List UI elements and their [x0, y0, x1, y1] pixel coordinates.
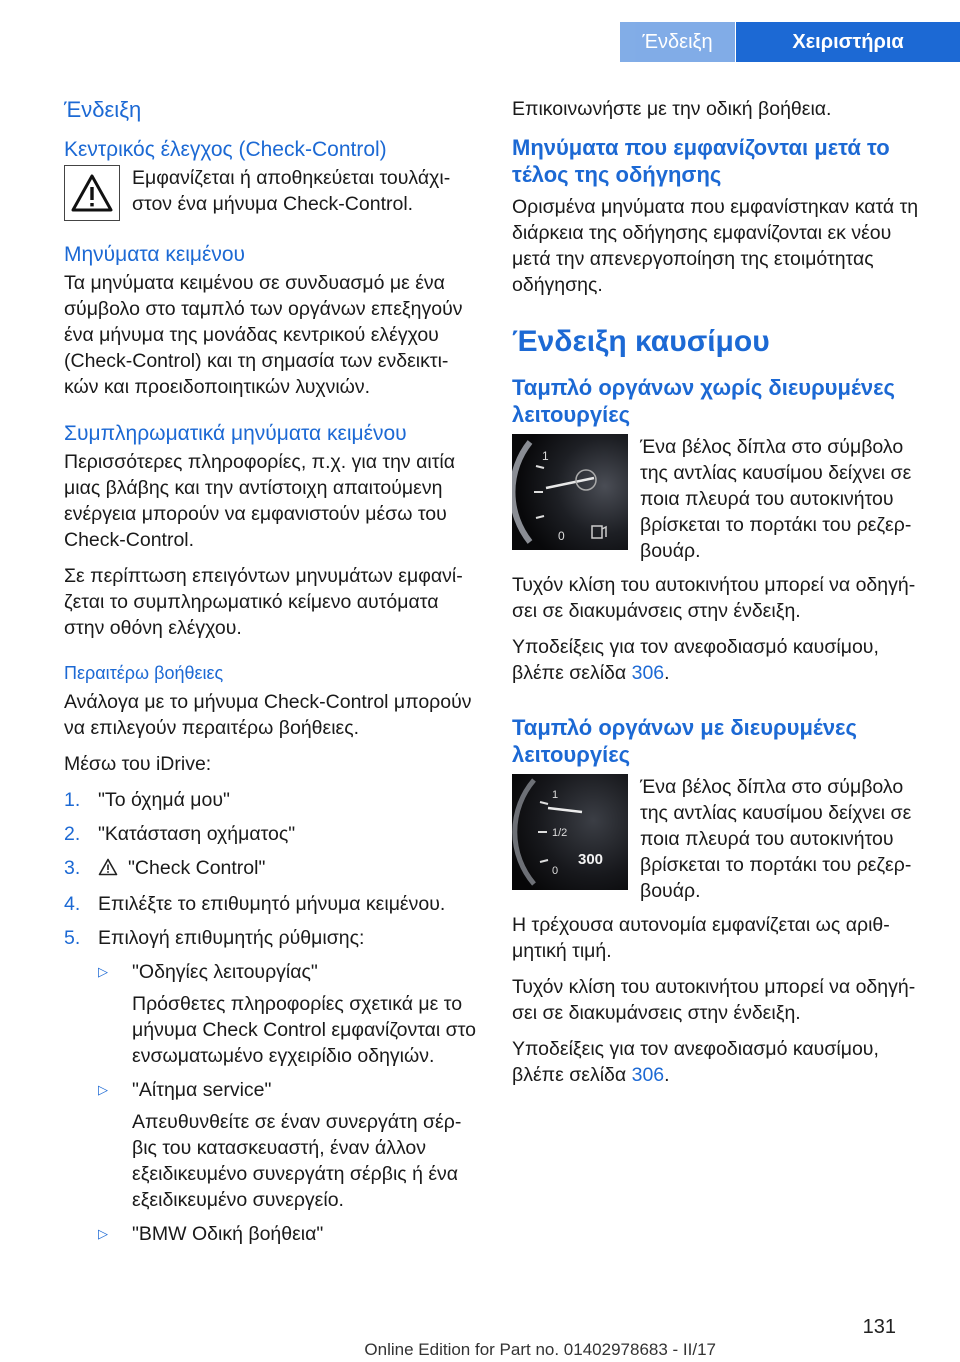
option-item: [98, 959, 476, 1069]
extended-cluster-image-text: Ένα βέλος δίπλα στο σύμβολο της αντλίας καυσίμου δείχνει σε ποια πλευρά του αυτοκινήτου βρίσκεται το πορτάκι του ρεζερβουάρ.: [640, 776, 912, 902]
continued-text: Επικοινωνήστε με την οδική βοήθεια.: [512, 98, 832, 120]
option-desc: Πρόσθετες πληροφορίες σχετικά με το μήνυμα Check Control εμφανίζονται στο ενσωματωμένο εγχειρίδιο οδηγιών.: [132, 993, 476, 1067]
tab-section[interactable]: Χειριστήρια: [736, 22, 960, 62]
basic-cluster-p1: Τυχόν κλίση του αυτοκινήτου μπορεί να οδηγήσει σε διακυμάνσεις στην ένδειξη.: [512, 574, 916, 622]
text-messages-heading: Μηνύματα κειμένου: [64, 243, 246, 266]
range-readout: 300: [578, 851, 604, 868]
right-column: [512, 96, 926, 1098]
step-text: Επιλογή επιθυμητής ρύθμισης:: [98, 927, 365, 949]
page-footer: [0, 1316, 960, 1362]
after-drive-heading: Μηνύματα που εμφανίζονται μετά το τέλος της οδήγησης: [512, 135, 890, 187]
supplementary-p2: Σε περίπτωση επειγόντων μηνυμάτων εμφανίζεται το συμπληρωματικό κείμενο αυτόματα στην οθόνη ελέγχου.: [64, 565, 463, 639]
small-warning-icon: [98, 857, 118, 883]
basic-cluster-image-text: Ένα βέλος δίπλα στο σύμβολο της αντλίας καυσίμου δείχνει σε ποια πλευρά του αυτοκινήτου βρίσκεται το πορτάκι του ρεζερβουάρ.: [640, 436, 912, 562]
step-item: [64, 855, 476, 883]
supplementary-p1: Περισσότερες πληροφορίες, π.χ. για την αιτία μιας βλάβης και την αντίστοιχη απαιτούμενη ενέργεια μπορούν να εμφανιστούν μέσω του Check-Control.: [64, 451, 456, 551]
further-help-p1: Ανάλογα με το μήνυμα Check-Control μπορούν να επιλεγούν περαιτέρω βοήθειες.: [64, 691, 472, 739]
fuel-gauge-image: [512, 434, 628, 550]
text-messages-text: Τα μηνύματα κειμένου σε συνδυασμό με ένα σύμβολο στο ταμπλό των οργάνων επεξηγούν ένα μήνυμα της μονάδας κεντρικού ελέγχου (Check-Control) και τη σημασία των ενδεικτικών και προειδοποιητικών λυχνιών.: [64, 272, 463, 398]
triangle-bullet-icon: ▷: [98, 964, 108, 979]
basic-cluster-p2: Υποδείξεις για τον ανεφοδιασμό καυσίμου, βλέπε σελίδα 306.: [512, 636, 879, 684]
triangle-bullet-icon: ▷: [98, 1082, 108, 1097]
left-column: [64, 96, 476, 1255]
edition-note: Online Edition for Part no. 01402978683 - II/17: [364, 1340, 716, 1359]
option-desc: Απευθυνθείτε σε έναν συνεργάτη σέρβις του κατασκευαστή, έναν άλλον εξειδικευμένο συνεργάτη σέρβις ή ένα εξειδικευμένο συνεργείο.: [132, 1111, 462, 1211]
extended-cluster-p3: Υποδείξεις για τον ανεφοδιασμό καυσίμου, βλέπε σελίδα 306.: [512, 1038, 879, 1086]
warning-triangle-icon: [64, 165, 120, 221]
option-label: "Αίτημα service": [132, 1079, 272, 1101]
step-item: [64, 821, 476, 847]
setting-options: [98, 959, 476, 1247]
step-number: 1.: [64, 789, 81, 811]
gauge-label: 1/2: [552, 827, 568, 839]
gauge-label: 0: [558, 529, 565, 543]
basic-cluster-figure: [512, 434, 926, 564]
supplementary-heading: Συμπληρωματικά μηνύματα κειμένου: [64, 422, 407, 445]
gauge-label: 1: [542, 449, 549, 463]
step-text: Επιλέξτε το επιθυμητό μήνυμα κειμένου.: [98, 893, 446, 915]
idrive-steps: [64, 787, 476, 951]
page-link[interactable]: 306: [631, 662, 665, 684]
step-item: [64, 925, 476, 951]
further-help-p2: Μέσω του iDrive:: [64, 753, 212, 775]
check-control-heading: Κεντρικός έλεγχος (Check-Control): [64, 138, 387, 161]
option-item: [98, 1077, 476, 1213]
step-number: 2.: [64, 823, 81, 845]
triangle-bullet-icon: ▷: [98, 1226, 108, 1241]
step-number: 5.: [64, 927, 81, 949]
step-item: [64, 787, 476, 813]
extended-cluster-p2: Τυχόν κλίση του αυτοκινήτου μπορεί να οδηγήσει σε διακυμάνσεις στην ένδειξη.: [512, 976, 916, 1024]
check-control-text: Εμφανίζεται ή αποθηκεύεται τουλάχιστον ένα μήνυμα Check-Control.: [132, 167, 451, 215]
tab-chapter[interactable]: Ένδειξη: [620, 22, 735, 62]
step-text: "Check Control": [128, 857, 266, 879]
gauge-label: 1: [552, 789, 559, 801]
page-title: Ένδειξη: [64, 97, 142, 122]
option-item: [98, 1221, 476, 1247]
step-item: [64, 891, 476, 917]
step-text: "Κατάσταση οχήματος": [98, 823, 296, 845]
after-drive-text: Ορισμένα μηνύματα που εμφανίστηκαν κατά τη διάρκεια της οδήγησης εμφανίζονται εκ νέου μετά την απενεργοποίηση της ετοιμότητας οδήγησης.: [512, 196, 919, 296]
header-bar: [0, 0, 960, 62]
fuel-heading: Ένδειξη καυσίμου: [512, 325, 770, 358]
gauge-label: 0: [552, 865, 559, 877]
extended-cluster-heading: Ταμπλό οργάνων με διευρυμένες λειτουργίες: [512, 715, 857, 767]
check-control-note: [64, 165, 476, 221]
page-link[interactable]: 306: [631, 1064, 665, 1086]
basic-cluster-heading: Ταμπλό οργάνων χωρίς διευρυμένες λειτουργίες: [512, 375, 895, 427]
step-number: 4.: [64, 893, 81, 915]
step-text: "Το όχημά μου": [98, 789, 230, 811]
step-number: 3.: [64, 857, 81, 879]
option-label: "Οδηγίες λειτουργίας": [132, 961, 318, 983]
option-label: "BMW Οδική βοήθεια": [132, 1223, 324, 1245]
page-number: 131: [862, 1316, 896, 1338]
extended-cluster-figure: [512, 774, 926, 904]
fuel-gauge-extended-image: [512, 774, 628, 890]
further-help-heading: Περαιτέρω βοήθειες: [64, 663, 224, 683]
extended-cluster-p1: Η τρέχουσα αυτονομία εμφανίζεται ως αριθμητική τιμή.: [512, 914, 890, 962]
